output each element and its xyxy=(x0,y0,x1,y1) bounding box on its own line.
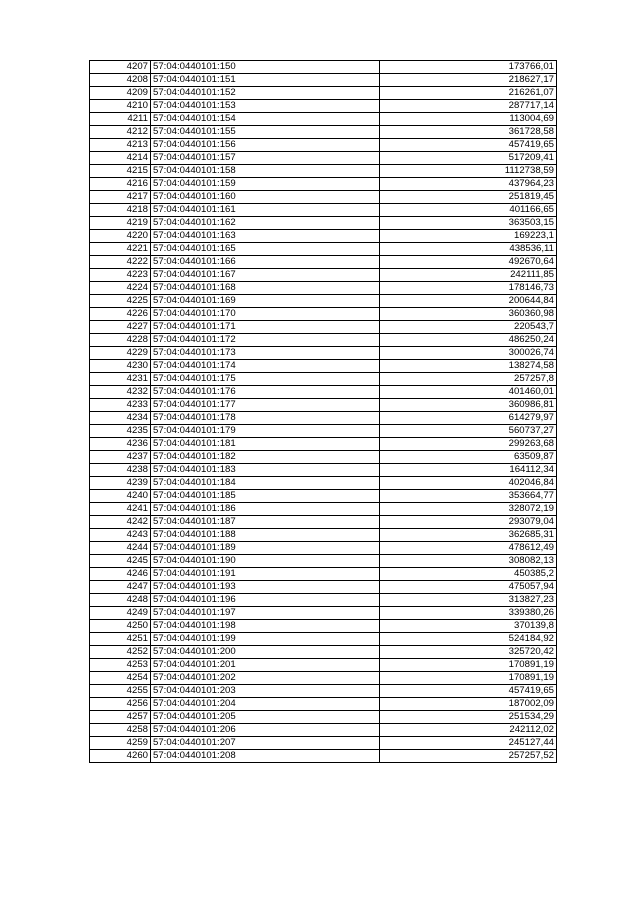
table-row xyxy=(90,256,557,269)
cadastral-value-cell: 438536,11 xyxy=(380,243,557,256)
cadastral-value-cell: 362685,31 xyxy=(380,529,557,542)
row-number-cell: 4222 xyxy=(90,256,151,269)
table-row xyxy=(90,126,557,139)
cadastral-number-cell: 57:04:0440101:202 xyxy=(151,672,380,685)
table-row xyxy=(90,646,557,659)
table-row xyxy=(90,347,557,360)
cadastral-number-cell: 57:04:0440101:156 xyxy=(151,139,380,152)
cadastral-value-cell: 251819,45 xyxy=(380,191,557,204)
cadastral-number-cell: 57:04:0440101:163 xyxy=(151,230,380,243)
cadastral-value-cell: 170891,19 xyxy=(380,659,557,672)
cadastral-number-cell: 57:04:0440101:181 xyxy=(151,438,380,451)
row-number-cell: 4250 xyxy=(90,620,151,633)
row-number-cell: 4235 xyxy=(90,425,151,438)
cadastral-value-cell: 614279,97 xyxy=(380,412,557,425)
row-number-cell: 4225 xyxy=(90,295,151,308)
row-number-cell: 4254 xyxy=(90,672,151,685)
cadastral-value-cell: 245127,44 xyxy=(380,737,557,750)
row-number-cell: 4237 xyxy=(90,451,151,464)
cadastral-value-cell: 299263,68 xyxy=(380,438,557,451)
table-row xyxy=(90,542,557,555)
row-number-cell: 4210 xyxy=(90,100,151,113)
cadastral-number-cell: 57:04:0440101:196 xyxy=(151,594,380,607)
cadastral-value-cell: 287717,14 xyxy=(380,100,557,113)
row-number-cell: 4228 xyxy=(90,334,151,347)
row-number-cell: 4219 xyxy=(90,217,151,230)
table-row xyxy=(90,178,557,191)
table-row xyxy=(90,165,557,178)
cadastral-number-cell: 57:04:0440101:177 xyxy=(151,399,380,412)
row-number-cell: 4224 xyxy=(90,282,151,295)
row-number-cell: 4248 xyxy=(90,594,151,607)
table-row xyxy=(90,282,557,295)
row-number-cell: 4233 xyxy=(90,399,151,412)
cadastral-number-cell: 57:04:0440101:151 xyxy=(151,74,380,87)
cadastral-value-cell: 360986,81 xyxy=(380,399,557,412)
table-row xyxy=(90,451,557,464)
row-number-cell: 4251 xyxy=(90,633,151,646)
cadastral-number-cell: 57:04:0440101:155 xyxy=(151,126,380,139)
table-row xyxy=(90,620,557,633)
row-number-cell: 4239 xyxy=(90,477,151,490)
cadastral-value-cell: 486250,24 xyxy=(380,334,557,347)
table-row xyxy=(90,464,557,477)
cadastral-number-cell: 57:04:0440101:150 xyxy=(151,61,380,74)
row-number-cell: 4209 xyxy=(90,87,151,100)
row-number-cell: 4247 xyxy=(90,581,151,594)
cadastral-number-cell: 57:04:0440101:203 xyxy=(151,685,380,698)
row-number-cell: 4226 xyxy=(90,308,151,321)
cadastral-number-cell: 57:04:0440101:188 xyxy=(151,529,380,542)
cadastral-number-cell: 57:04:0440101:157 xyxy=(151,152,380,165)
cadastral-number-cell: 57:04:0440101:160 xyxy=(151,191,380,204)
row-number-cell: 4258 xyxy=(90,724,151,737)
table-row xyxy=(90,581,557,594)
row-number-cell: 4244 xyxy=(90,542,151,555)
table-row xyxy=(90,568,557,581)
cadastral-value-cell: 401166,65 xyxy=(380,204,557,217)
cadastral-number-cell: 57:04:0440101:187 xyxy=(151,516,380,529)
cadastral-value-cell: 63509,87 xyxy=(380,451,557,464)
cadastral-number-cell: 57:04:0440101:170 xyxy=(151,308,380,321)
table-row xyxy=(90,724,557,737)
cadastral-number-cell: 57:04:0440101:200 xyxy=(151,646,380,659)
cadastral-number-cell: 57:04:0440101:179 xyxy=(151,425,380,438)
table-row xyxy=(90,438,557,451)
cadastral-number-cell: 57:04:0440101:205 xyxy=(151,711,380,724)
cadastral-value-cell: 475057,94 xyxy=(380,581,557,594)
cadastral-value-cell: 437964,23 xyxy=(380,178,557,191)
cadastral-value-cell: 450385,2 xyxy=(380,568,557,581)
cadastral-value-cell: 363503,15 xyxy=(380,217,557,230)
table-row xyxy=(90,672,557,685)
cadastral-number-cell: 57:04:0440101:207 xyxy=(151,737,380,750)
row-number-cell: 4236 xyxy=(90,438,151,451)
table-row xyxy=(90,529,557,542)
cadastral-number-cell: 57:04:0440101:208 xyxy=(151,750,380,763)
row-number-cell: 4253 xyxy=(90,659,151,672)
cadastral-value-cell: 360360,98 xyxy=(380,308,557,321)
row-number-cell: 4212 xyxy=(90,126,151,139)
cadastral-number-cell: 57:04:0440101:173 xyxy=(151,347,380,360)
row-number-cell: 4232 xyxy=(90,386,151,399)
table-row xyxy=(90,503,557,516)
table-row xyxy=(90,152,557,165)
table-row xyxy=(90,204,557,217)
cadastral-number-cell: 57:04:0440101:186 xyxy=(151,503,380,516)
cadastral-value-cell: 218627,17 xyxy=(380,74,557,87)
row-number-cell: 4216 xyxy=(90,178,151,191)
cadastral-number-cell: 57:04:0440101:199 xyxy=(151,633,380,646)
table-row xyxy=(90,74,557,87)
cadastral-number-cell: 57:04:0440101:166 xyxy=(151,256,380,269)
row-number-cell: 4260 xyxy=(90,750,151,763)
row-number-cell: 4255 xyxy=(90,685,151,698)
cadastral-number-cell: 57:04:0440101:183 xyxy=(151,464,380,477)
row-number-cell: 4241 xyxy=(90,503,151,516)
table-row xyxy=(90,217,557,230)
cadastral-value-cell: 178146,73 xyxy=(380,282,557,295)
row-number-cell: 4207 xyxy=(90,61,151,74)
table-row xyxy=(90,61,557,74)
cadastral-number-cell: 57:04:0440101:184 xyxy=(151,477,380,490)
row-number-cell: 4217 xyxy=(90,191,151,204)
row-number-cell: 4234 xyxy=(90,412,151,425)
table-row xyxy=(90,321,557,334)
cadastral-number-cell: 57:04:0440101:152 xyxy=(151,87,380,100)
table-row xyxy=(90,737,557,750)
cadastral-value-cell: 328072,19 xyxy=(380,503,557,516)
cadastral-number-cell: 57:04:0440101:191 xyxy=(151,568,380,581)
cadastral-number-cell: 57:04:0440101:159 xyxy=(151,178,380,191)
row-number-cell: 4257 xyxy=(90,711,151,724)
cadastral-number-cell: 57:04:0440101:158 xyxy=(151,165,380,178)
table-row xyxy=(90,750,557,763)
cadastral-number-cell: 57:04:0440101:189 xyxy=(151,542,380,555)
table-row xyxy=(90,555,557,568)
cadastral-value-cell: 169223,1 xyxy=(380,230,557,243)
cadastral-number-cell: 57:04:0440101:154 xyxy=(151,113,380,126)
cadastral-value-cell: 492670,64 xyxy=(380,256,557,269)
cadastral-value-cell: 325720,42 xyxy=(380,646,557,659)
table-row xyxy=(90,607,557,620)
row-number-cell: 4256 xyxy=(90,698,151,711)
table-row xyxy=(90,373,557,386)
table-row xyxy=(90,516,557,529)
row-number-cell: 4242 xyxy=(90,516,151,529)
table-row xyxy=(90,243,557,256)
cadastral-number-cell: 57:04:0440101:185 xyxy=(151,490,380,503)
cadastral-number-cell: 57:04:0440101:197 xyxy=(151,607,380,620)
cadastral-number-cell: 57:04:0440101:193 xyxy=(151,581,380,594)
cadastral-number-cell: 57:04:0440101:172 xyxy=(151,334,380,347)
cadastral-value-cell: 138274,58 xyxy=(380,360,557,373)
cadastral-number-cell: 57:04:0440101:174 xyxy=(151,360,380,373)
cadastral-value-cell: 257257,8 xyxy=(380,373,557,386)
row-number-cell: 4259 xyxy=(90,737,151,750)
table-row xyxy=(90,659,557,672)
cadastral-value-cell: 170891,19 xyxy=(380,672,557,685)
table-row xyxy=(90,87,557,100)
cadastral-value-cell: 173766,01 xyxy=(380,61,557,74)
table-row xyxy=(90,633,557,646)
cadastral-number-cell: 57:04:0440101:165 xyxy=(151,243,380,256)
cadastral-number-cell: 57:04:0440101:190 xyxy=(151,555,380,568)
table-body xyxy=(90,61,557,763)
cadastral-number-cell: 57:04:0440101:201 xyxy=(151,659,380,672)
row-number-cell: 4252 xyxy=(90,646,151,659)
table-row xyxy=(90,113,557,126)
cadastral-value-cell: 402046,84 xyxy=(380,477,557,490)
table-row xyxy=(90,360,557,373)
table-row xyxy=(90,191,557,204)
row-number-cell: 4214 xyxy=(90,152,151,165)
row-number-cell: 4213 xyxy=(90,139,151,152)
cadastral-number-cell: 57:04:0440101:198 xyxy=(151,620,380,633)
cadastral-value-cell: 313827,23 xyxy=(380,594,557,607)
cadastral-value-cell: 257257,52 xyxy=(380,750,557,763)
row-number-cell: 4246 xyxy=(90,568,151,581)
table-row xyxy=(90,594,557,607)
table-row xyxy=(90,490,557,503)
cadastre-value-table xyxy=(89,60,557,763)
cadastral-value-cell: 242111,85 xyxy=(380,269,557,282)
cadastral-value-cell: 524184,92 xyxy=(380,633,557,646)
cadastral-value-cell: 401460,01 xyxy=(380,386,557,399)
cadastral-value-cell: 457419,65 xyxy=(380,685,557,698)
table-row xyxy=(90,477,557,490)
row-number-cell: 4218 xyxy=(90,204,151,217)
table-row xyxy=(90,698,557,711)
cadastral-number-cell: 57:04:0440101:206 xyxy=(151,724,380,737)
table-row xyxy=(90,399,557,412)
row-number-cell: 4243 xyxy=(90,529,151,542)
cadastral-value-cell: 187002,09 xyxy=(380,698,557,711)
cadastral-value-cell: 1112738,59 xyxy=(380,165,557,178)
cadastral-value-cell: 300026,74 xyxy=(380,347,557,360)
cadastral-value-cell: 113004,69 xyxy=(380,113,557,126)
cadastral-number-cell: 57:04:0440101:204 xyxy=(151,698,380,711)
row-number-cell: 4249 xyxy=(90,607,151,620)
cadastral-value-cell: 216261,07 xyxy=(380,87,557,100)
row-number-cell: 4223 xyxy=(90,269,151,282)
cadastral-value-cell: 478612,49 xyxy=(380,542,557,555)
row-number-cell: 4240 xyxy=(90,490,151,503)
table-row xyxy=(90,412,557,425)
row-number-cell: 4231 xyxy=(90,373,151,386)
cadastral-value-cell: 370139,8 xyxy=(380,620,557,633)
cadastral-value-cell: 339380,26 xyxy=(380,607,557,620)
table-row xyxy=(90,334,557,347)
row-number-cell: 4238 xyxy=(90,464,151,477)
cadastral-number-cell: 57:04:0440101:178 xyxy=(151,412,380,425)
cadastral-value-cell: 353664,77 xyxy=(380,490,557,503)
cadastral-value-cell: 560737,27 xyxy=(380,425,557,438)
cadastral-value-cell: 200644,84 xyxy=(380,295,557,308)
cadastral-value-cell: 308082,13 xyxy=(380,555,557,568)
cadastral-number-cell: 57:04:0440101:162 xyxy=(151,217,380,230)
row-number-cell: 4245 xyxy=(90,555,151,568)
cadastral-number-cell: 57:04:0440101:176 xyxy=(151,386,380,399)
table-row xyxy=(90,308,557,321)
table-row xyxy=(90,139,557,152)
table-row xyxy=(90,711,557,724)
cadastral-value-cell: 251534,29 xyxy=(380,711,557,724)
cadastral-value-cell: 361728,58 xyxy=(380,126,557,139)
row-number-cell: 4230 xyxy=(90,360,151,373)
cadastral-number-cell: 57:04:0440101:168 xyxy=(151,282,380,295)
cadastral-number-cell: 57:04:0440101:175 xyxy=(151,373,380,386)
row-number-cell: 4211 xyxy=(90,113,151,126)
row-number-cell: 4215 xyxy=(90,165,151,178)
table-row xyxy=(90,386,557,399)
cadastral-number-cell: 57:04:0440101:161 xyxy=(151,204,380,217)
table-row xyxy=(90,269,557,282)
row-number-cell: 4221 xyxy=(90,243,151,256)
table-row xyxy=(90,100,557,113)
row-number-cell: 4229 xyxy=(90,347,151,360)
cadastral-number-cell: 57:04:0440101:171 xyxy=(151,321,380,334)
cadastral-value-cell: 164112,34 xyxy=(380,464,557,477)
cadastral-value-cell: 220543,7 xyxy=(380,321,557,334)
cadastral-number-cell: 57:04:0440101:182 xyxy=(151,451,380,464)
table-row xyxy=(90,230,557,243)
cadastral-number-cell: 57:04:0440101:153 xyxy=(151,100,380,113)
cadastral-value-cell: 242112,02 xyxy=(380,724,557,737)
table-row xyxy=(90,425,557,438)
cadastral-value-cell: 457419,65 xyxy=(380,139,557,152)
table-row xyxy=(90,685,557,698)
row-number-cell: 4208 xyxy=(90,74,151,87)
cadastral-value-cell: 293079,04 xyxy=(380,516,557,529)
cadastral-value-cell: 517209,41 xyxy=(380,152,557,165)
cadastral-number-cell: 57:04:0440101:169 xyxy=(151,295,380,308)
row-number-cell: 4227 xyxy=(90,321,151,334)
table-row xyxy=(90,295,557,308)
cadastral-number-cell: 57:04:0440101:167 xyxy=(151,269,380,282)
row-number-cell: 4220 xyxy=(90,230,151,243)
